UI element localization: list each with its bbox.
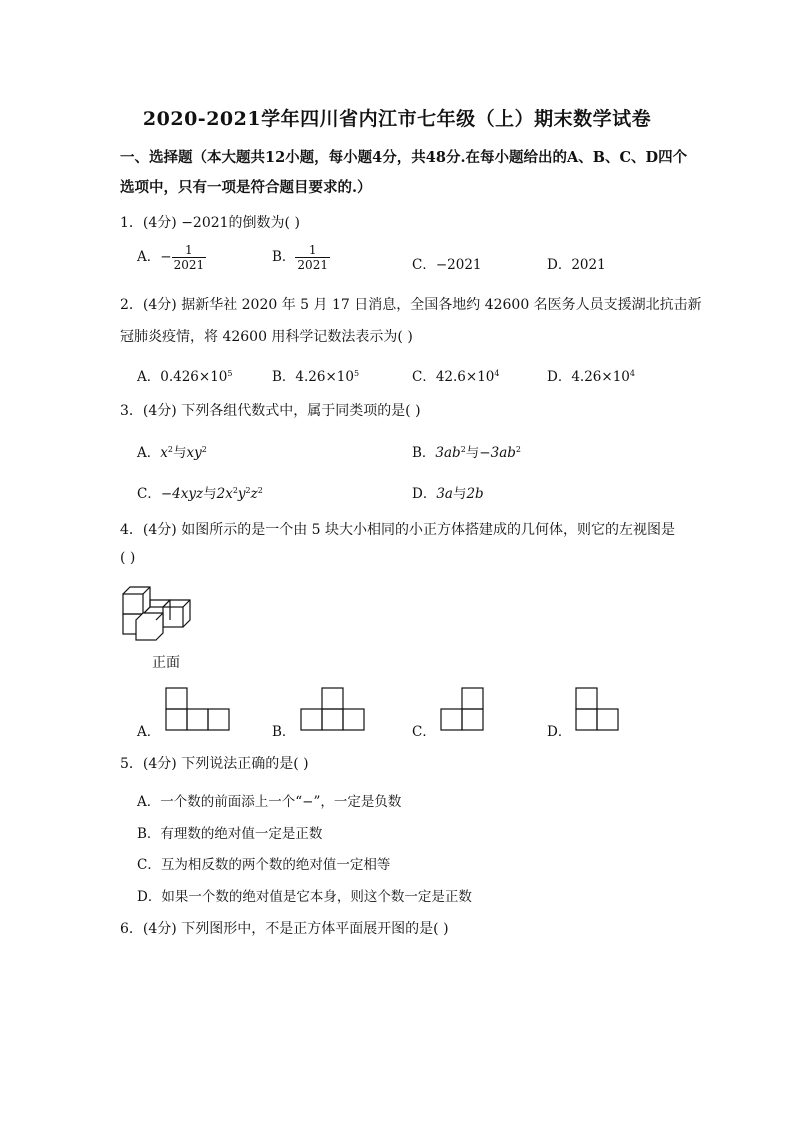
question-4-stem-line1: 4．(4分) 如图所示的是一个由 5 块大小相同的小正方体搭建成的几何体，则它的左视图是 <box>120 522 675 538</box>
q3-option-c: C．−4xyz与$2x^2y^2z^2$ <box>137 486 263 502</box>
question-1-stem: 1．(4分) −2021的倒数为( ) <box>120 215 300 231</box>
q2-option-a: A．$0.426\times 10^5$ <box>137 369 233 385</box>
q3-option-d: D．3a与2b <box>412 486 484 502</box>
question-3-stem: 3．(4分) 下列各组代数式中，属于同类项的是( ) <box>120 403 421 419</box>
q1-option-b: B． $\frac{1}{2021}$ <box>272 243 328 272</box>
q5-option-a: A．一个数的前面添上一个“−”，一定是负数 <box>137 794 402 810</box>
q4-option-a-view <box>164 686 232 732</box>
q1-option-a: A．− $\frac{1}{2021}$ <box>137 243 205 272</box>
q4-option-c: C． <box>412 724 436 740</box>
q1-option-c: C．−2021 <box>412 257 482 273</box>
q5-option-b: B．有理数的绝对值一定是正数 <box>137 826 323 842</box>
page-title: 2020-2021学年四川省内江市七年级（上）期末数学试卷 <box>142 108 652 130</box>
q2-option-c: C．$42.6\times 10^4$ <box>412 369 500 385</box>
section-heading-line1: 一、选择题（本大题共12小题，每小题4分，共48分.在每小题给出的A、B、C、D四个 <box>120 149 688 166</box>
q4-figure-caption: 正面 <box>152 655 180 671</box>
q2-option-b: B．$4.26\times 10^5$ <box>272 369 360 385</box>
q3-option-a: A．$x^2$与$xy^2$ <box>137 445 207 461</box>
q4-option-c-view <box>439 686 487 732</box>
question-6-stem: 6．(4分) 下列图形中，不是正方体平面展开图的是( ) <box>120 921 449 937</box>
question-2-stem-line1: 2．(4分) 据新华社 2020 年 5 月 17 日消息，全国各地约 42600 名医务人员支援湖北抗击新 <box>120 297 702 313</box>
q4-option-b: B． <box>272 724 296 740</box>
q4-option-a: A． <box>137 724 161 740</box>
q4-option-b-view <box>299 686 367 732</box>
question-4-stem-line2: ( ) <box>120 550 136 566</box>
section-heading-line2: 选项中，只有一项是符合题目要求的.） <box>120 179 372 196</box>
q4-cube-solid-figure <box>118 582 198 642</box>
q5-option-c: C．互为相反数的两个数的绝对值一定相等 <box>137 857 391 873</box>
q4-option-d-view <box>574 686 622 732</box>
q5-option-d: D．如果一个数的绝对值是它本身，则这个数一定是正数 <box>137 889 472 905</box>
q2-option-d: D．$4.26\times 10^4$ <box>547 369 635 385</box>
question-2-stem-line2: 冠肺炎疫情，将 42600 用科学记数法表示为( ) <box>120 329 413 345</box>
question-5-stem: 5．(4分) 下列说法正确的是( ) <box>120 756 309 772</box>
q4-option-d: D． <box>547 724 572 740</box>
q1-option-d: D．2021 <box>547 257 606 273</box>
q3-option-b: B．$3ab^2$与$-3ab^2$ <box>412 445 521 461</box>
